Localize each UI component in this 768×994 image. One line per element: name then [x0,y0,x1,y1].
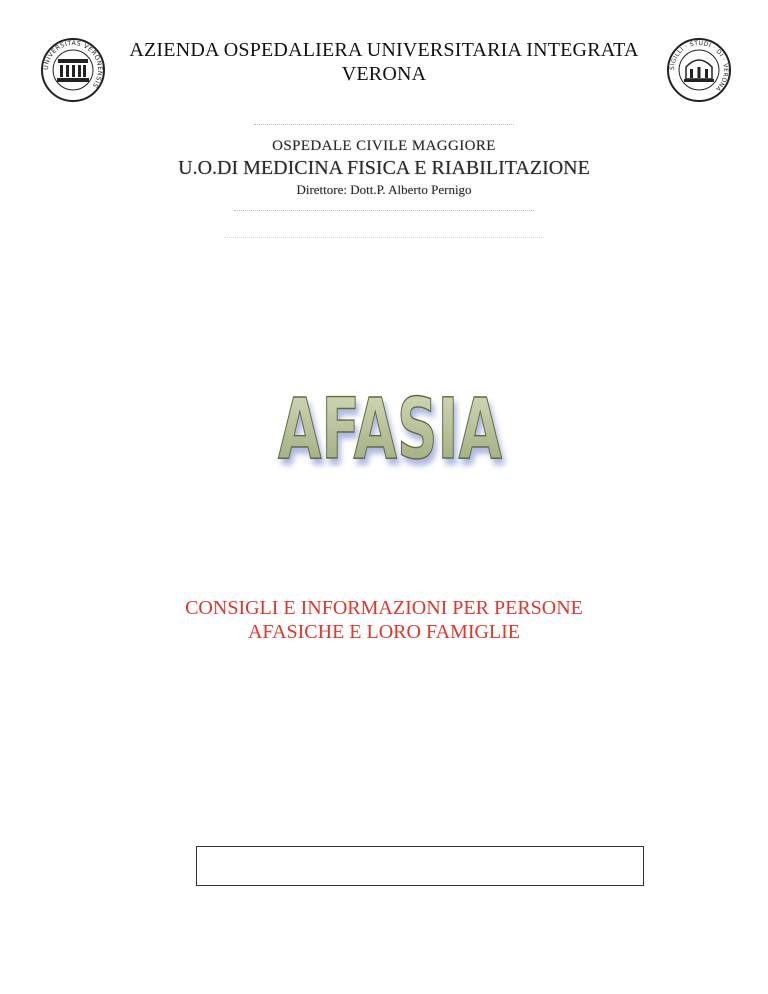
right-seal-text: SIGILLI · STUDI · DI · VERONA [668,39,730,93]
university-seal-icon [40,37,106,103]
subtitle [110,596,658,644]
header-title-line1: AZIENDA OSPEDALIERA UNIVERSITARIA INTEGRATA [129,39,639,61]
decorative-rule [234,210,534,217]
hospital-header [170,124,598,244]
main-title [270,378,510,478]
left-seal-text: UNIVERSITAS VERONENSIS [42,39,104,89]
header-title-line2: VERONA [341,63,427,85]
subtitle-line1: CONSIGLI E INFORMAZIONI PER PERSONE [185,597,583,619]
director-name: Direttore: Dott.P. Alberto Pernigo [296,182,472,197]
main-title-text: AFASIA [278,380,502,478]
studio-seal-icon [666,37,732,103]
hospital-name: OSPEDALE CIVILE MAGGIORE [272,138,496,154]
subtitle-line2: AFASICHE E LORO FAMIGLIE [247,621,521,643]
decorative-rule [254,124,514,131]
header-title [100,38,668,86]
empty-text-box [196,846,644,886]
unit-name: U.O.DI MEDICINA FISICA E RIABILITAZIONE [178,157,590,179]
decorative-rule [224,237,544,244]
